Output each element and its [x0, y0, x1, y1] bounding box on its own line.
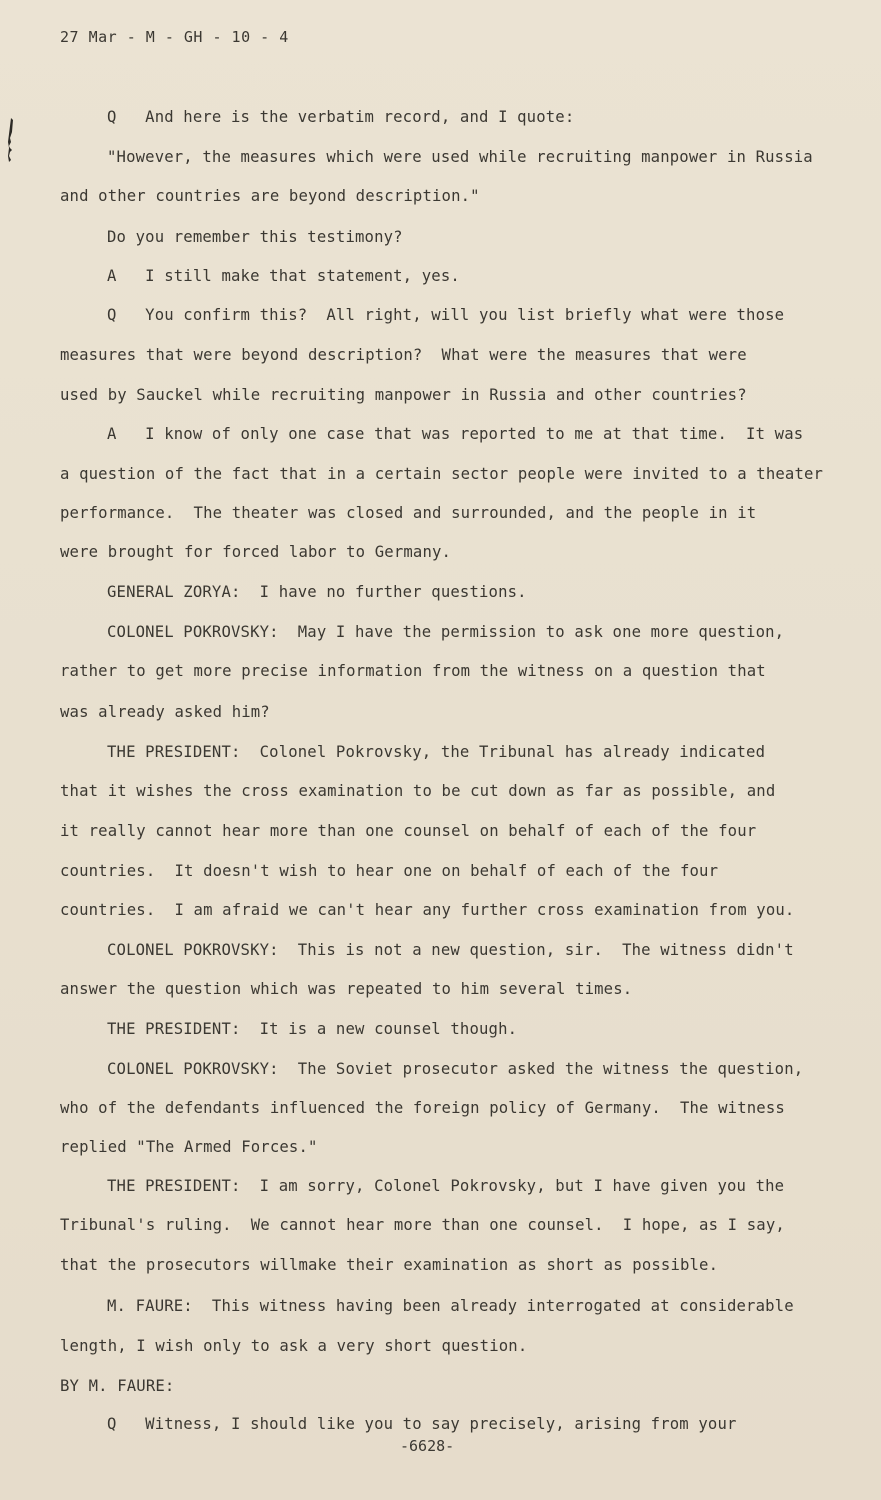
text-line: a question of the fact that in a certain sector people were invited to a theater	[60, 465, 824, 483]
text-line: M. FAURE: This witness having been already interrogated at considerable	[107, 1297, 794, 1315]
text-line: countries. It doesn't wish to hear one on behalf of each of the four	[60, 862, 719, 880]
text-line: countries. I am afraid we can't hear any further cross examination from you.	[60, 901, 795, 919]
page-header: 27 Mar - M - GH - 10 - 4	[60, 28, 289, 46]
text-line: length, I wish only to ask a very short question.	[60, 1337, 528, 1355]
text-line: and other countries are beyond description."	[60, 187, 480, 205]
text-line: measures that were beyond description? What were the measures that were	[60, 346, 747, 364]
text-line: A I still make that statement, yes.	[107, 267, 460, 285]
text-line: BY M. FAURE:	[60, 1377, 175, 1395]
text-line: it really cannot hear more than one counsel on behalf of each of the four	[60, 822, 757, 840]
text-line: were brought for forced labor to Germany.	[60, 543, 452, 561]
text-line: rather to get more precise information from the witness on a question that	[60, 662, 766, 680]
ink-mark-icon	[7, 118, 15, 162]
text-line: GENERAL ZORYA: I have no further questions.	[107, 583, 527, 601]
text-line: used by Sauckel while recruiting manpower in Russia and other countries?	[60, 386, 747, 404]
text-line: THE PRESIDENT: I am sorry, Colonel Pokrovsky, but I have given you the	[107, 1177, 785, 1195]
text-line: THE PRESIDENT: Colonel Pokrovsky, the Tribunal has already indicated	[107, 743, 766, 761]
text-line: COLONEL POKROVSKY: May I have the permission to ask one more question,	[107, 623, 785, 641]
text-line: "However, the measures which were used while recruiting manpower in Russia	[107, 148, 813, 166]
text-line: Tribunal's ruling. We cannot hear more than one counsel. I hope, as I say,	[60, 1216, 785, 1234]
text-line: Q You confirm this? All right, will you list briefly what were those	[107, 306, 785, 324]
page-number: -6628-	[400, 1437, 455, 1455]
text-line: Q Witness, I should like you to say precisely, arising from your	[107, 1415, 737, 1433]
text-line: that it wishes the cross examination to be cut down as far as possible, and	[60, 782, 776, 800]
text-line: who of the defendants influenced the foreign policy of Germany. The witness	[60, 1099, 785, 1117]
text-line: performance. The theater was closed and surrounded, and the people in it	[60, 504, 757, 522]
text-line: A I know of only one case that was reported to me at that time. It was	[107, 425, 804, 443]
text-line: answer the question which was repeated to him several times.	[60, 980, 633, 998]
text-line: COLONEL POKROVSKY: This is not a new question, sir. The witness didn't	[107, 941, 794, 959]
text-line: Q And here is the verbatim record, and I quote:	[107, 108, 575, 126]
text-line: THE PRESIDENT: It is a new counsel though.	[107, 1020, 518, 1038]
text-line: replied "The Armed Forces."	[60, 1138, 318, 1156]
text-line: Do you remember this testimony?	[107, 228, 403, 246]
text-line: was already asked him?	[60, 703, 270, 721]
text-line: that the prosecutors willmake their examination as short as possible.	[60, 1256, 719, 1274]
text-line: COLONEL POKROVSKY: The Soviet prosecutor asked the witness the question,	[107, 1060, 804, 1078]
